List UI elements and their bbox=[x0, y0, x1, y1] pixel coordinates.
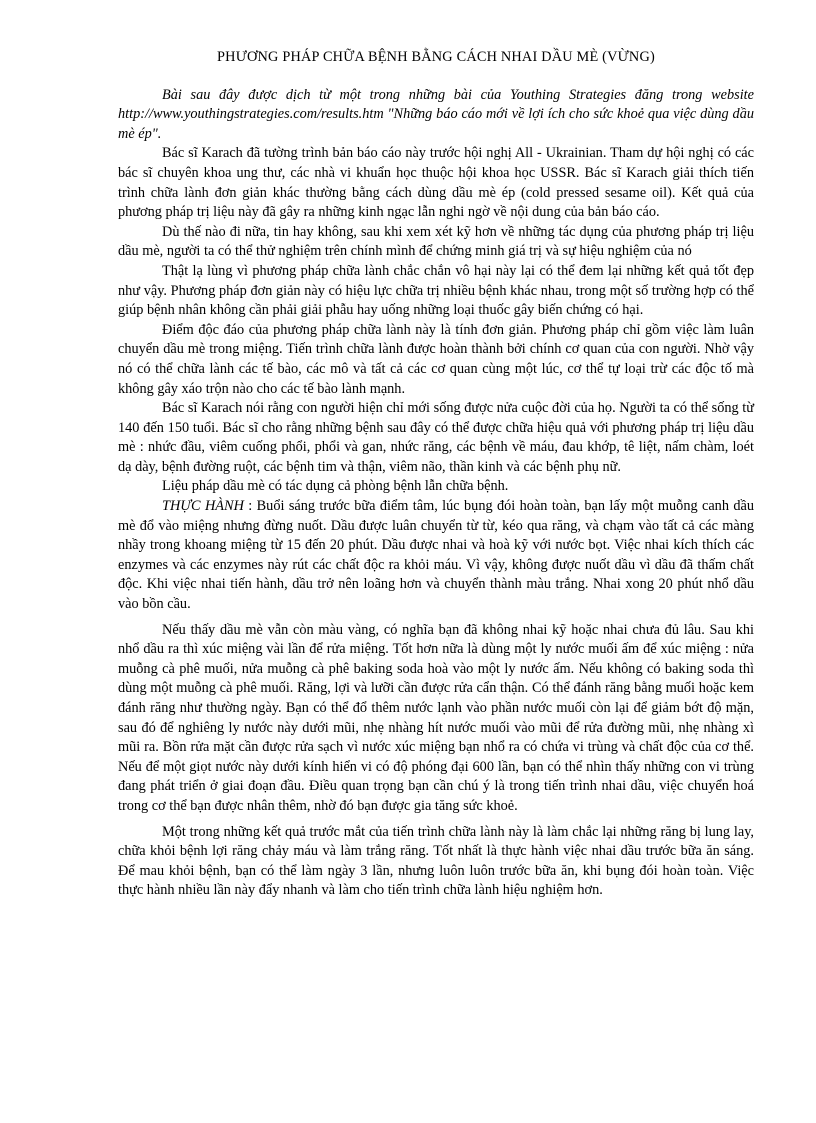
body-paragraph: Nếu thấy dầu mè vẫn còn màu vàng, có nghĩa bạn đã không nhai kỹ hoặc nhai chưa đủ lâu. Sau khi nhổ dầu ra thì xúc miệng vài lần để rửa miệng. Tốt hơn nữa là dùng một ly nước muối ấm để xúc miệng : nửa muỗng cà phê muối, nửa muỗng cà phê baking soda hoà vào một ly nước ấm. Nếu không có baking soda thì dùng một muỗng cà phê muối. Răng, lợi và lưỡi cần được rửa cẩn thận. Có thể đánh răng bằng muối hoặc kem đánh răng như thường ngày. Bạn có thể đổ thêm nước lạnh vào phần nước muối còn lại để giảm bớt độ mặn, sau đó để nghiêng ly nước này dưới mũi, nhẹ nhàng hít nước muối vào mũi để rửa đường mũi, nhẹ nhàng xì mũi ra. Bồn rửa mặt cần được rửa sạch vì nước xúc miệng bạn nhổ ra có chứa vi trùng và chất độc của cơ thể. Nếu để một giọt nước này dưới kính hiển vi có độ phóng đại 600 lần, bạn có thể nhìn thấy những con vi trùng đang phát triển ở giai đoạn đầu. Điều quan trọng bạn cần chú ý là trong tiến trình nhai dầu, việc chuyển hoá trong cơ thể bạn được nhân thêm, nhờ đó bạn được gia tăng sức khoẻ. bbox=[118, 621, 754, 814]
practice-label: THỰC HÀNH bbox=[162, 498, 244, 515]
body-paragraph: Liệu pháp dầu mè có tác dụng cả phòng bệnh lẫn chữa bệnh. bbox=[162, 478, 509, 495]
body-paragraph: Điểm độc đáo của phương pháp chữa lành này là tính đơn giản. Phương pháp chỉ gồm việc làm luân chuyển dầu mè trong miệng. Tiến trình chữa lành được hoàn thành bởi chính cơ quan của con người. Nhờ vậy nó có thể chữa lành các tế bào, các mô và tất cả các cơ quan cùng một lúc, cơ thể tự loại trừ các độc tố mà không gây xáo trộn nào cho các tế bào lành mạnh. bbox=[118, 321, 754, 397]
body-paragraph: Thật lạ lùng vì phương pháp chữa lành chắc chắn vô hại này lại có thể đem lại những kết quả tốt đẹp như vậy. Phương pháp đơn giản này có hiệu lực chữa trị nhiều bệnh khác nhau, trong một số trường hợp có thể giúp bệnh nhân không cần phải giải phẫu hay uống những loại thuốc gây biến chứng có hại. bbox=[118, 262, 754, 319]
document-title: PHƯƠNG PHÁP CHỮA BỆNH BẰNG CÁCH NHAI DẦU MÈ (VỪNG) bbox=[217, 49, 655, 65]
body-paragraph: Một trong những kết quả trước mắt của tiến trình chữa lành này là làm chắc lại những răng bị lung lay, chữa khỏi bệnh lợi răng chảy máu và làm trắng răng. Tốt nhất là thực hành việc nhai dầu trước bữa ăn sáng. Để mau khỏi bệnh, bạn có thể làm ngày 3 lần, nhưng luôn luôn trước bữa ăn, khi bụng đói hoàn toàn. Việc thực hành nhiều lần này đẩy nhanh và làm cho tiến trình chữa lành hiệu nghiệm hơn. bbox=[118, 823, 754, 899]
intro-paragraph: Bài sau đây được dịch từ một trong những bài của Youthing Strategies đăng trong website http://www.youthingstrategies.com/results.htm "Những báo cáo mới về lợi ích cho sức khoẻ qua việc dùng dầu mè ép". bbox=[118, 86, 754, 142]
body-paragraph: Dù thế nào đi nữa, tin hay không, sau khi xem xét kỹ hơn về những tác dụng của phương pháp trị liệu dầu mè, người ta có thể thử nghiệm trên chính mình để chứng minh giá trị và sự hiệu nghiệm của nó bbox=[118, 223, 754, 260]
practice-text: : Buổi sáng trước bữa điểm tâm, lúc bụng đói hoàn toàn, bạn lấy một muỗng canh dầu mè đổ vào miệng nhưng đừng nuốt. Dầu được luân chuyển từ từ, kéo qua răng, và chạm vào tất cả các màng nhầy trong khoang miệng từ 15 đến 20 phút. Dầu được nhai và hoà kỹ với nước bọt. Việc nhai kích thích các enzymes và các enzymes này rút các chất độc ra khỏi máu. Vì vậy, không được nuốt dầu vì dầu đã thấm chất độc. Khi việc nhai tiến hành, dầu trở nên loãng hơn và chuyển thành màu trắng. Nhai xong 20 phút nhổ dầu vào bồn cầu. bbox=[118, 498, 755, 613]
document-page bbox=[118, 48, 754, 901]
body-paragraph: Bác sĩ Karach đã tường trình bản báo cáo này trước hội nghị All - Ukrainian. Tham dự hội nghị có các bác sĩ chuyên khoa ung thư, các nhà vi khuẩn học thuộc hội khoa học USSR. Bác sĩ Karach giải thích tiến trình chữa lành đơn giản khác thường bằng cách dùng dầu mè ép (cold pressed sesame oil). Kết quả của phương pháp trị liệu này đã gây ra những kinh ngạc lẫn nghi ngờ về nội dung của bản báo cáo. bbox=[118, 145, 754, 221]
practice-paragraph bbox=[118, 497, 754, 615]
body-paragraph: Bác sĩ Karach nói rằng con người hiện chỉ mới sống được nửa cuộc đời của họ. Người ta có thể sống từ 140 đến 150 tuổi. Bác sĩ cho rằng những bệnh sau đây có thể được chữa hiệu quả với phương pháp trị liệu dầu mè : nhức đầu, viêm cuống phổi, phổi và gan, nhức răng, các bệnh về máu, đau khớp, tê liệt, nấm chàm, loét dạ dày, bệnh đường ruột, các bệnh tim và thận, viêm não, thần kinh và các bệnh phụ nữ. bbox=[118, 400, 754, 475]
